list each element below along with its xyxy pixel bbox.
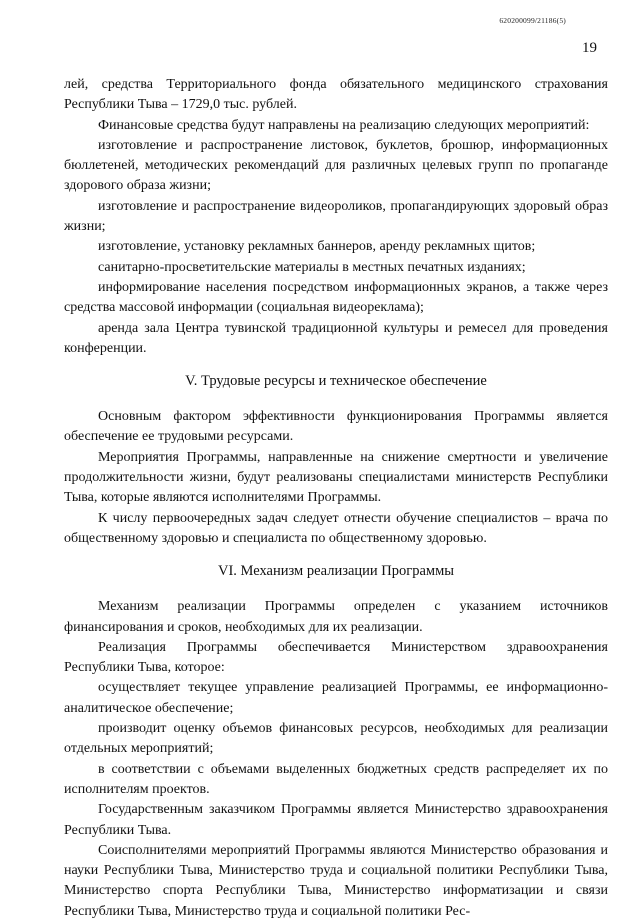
paragraph: Механизм реализации Программы определен с указанием источников финансирования и сроков, необходимых для их реализации. — [64, 599, 608, 635]
list-item: в соответствии с объемами выделенных бюджетных средств распределяет их по исполнителям проектов. — [64, 761, 608, 797]
list-item: санитарно-просветительские материалы в местных печатных изданиях; — [98, 259, 526, 275]
paragraph: Государственным заказчиком Программы является Министерство здравоохранения Республики Тыва. — [64, 802, 608, 838]
list-item: изготовление, установку рекламных баннеров, аренду рекламных щитов; — [98, 239, 536, 255]
list-item: информирование населения посредством информационных экранов, а также через средства массовой информации (социальная видеореклама); — [64, 279, 608, 316]
section-title-v: V. Трудовые ресурсы и техническое обеспечение — [185, 373, 487, 390]
list-item: изготовление и распространение листовок, буклетов, брошюр, информационных бюллетеней, методических рекомендаций для различных целевых групп по пропаганде здорового образа жизни; — [64, 137, 608, 194]
list-item: осуществляет текущее управление реализацией Программы, ее информационно-аналитическое обеспечение; — [64, 680, 608, 716]
paragraph: Основным фактором эффективности функционирования Программы является обеспечение ее трудовыми ресурсами. — [64, 409, 608, 445]
paragraph: К числу первоочередных задач следует отнести обучение специалистов – врача по общественному здоровью и специалиста по общественному здоровью. — [64, 510, 608, 546]
document-id: 620200099/21186(5) — [499, 16, 566, 25]
page-number: 19 — [582, 40, 597, 56]
paragraph: Соисполнителями мероприятий Программы являются Министерство образования и науки Республики Тыва, Министерство труда и социальной политики Республики Тыва, Министерство спорта Республики Тыва, Министерство информатизации и связи Республики Тыва, Министерство труда и социальной политики Рес- — [64, 842, 608, 919]
list-item: изготовление и распространение видеороликов, пропагандирующих здоровый образ жизни; — [64, 198, 608, 235]
section-title-vi: VI. Механизм реализации Программы — [217, 563, 455, 580]
paragraph: Реализация Программы обеспечивается Министерством здравоохранения Республики Тыва, которое: — [64, 639, 608, 676]
document-body — [64, 75, 608, 922]
list-item: аренда зала Центра тувинской традиционной культуры и ремесел для проведения конференции. — [64, 320, 608, 356]
list-item: производит оценку объемов финансовых ресурсов, необходимых для реализации отдельных мероприятий; — [64, 721, 608, 757]
paragraph: Финансовые средства будут направлены на реализацию следующих мероприятий: — [98, 117, 590, 133]
paragraph: Мероприятия Программы, направленные на снижение смертности и увеличение продолжительности жизни, будут реализованы специалистами министерств Республики Тыва, которые являются исполнителями Программы. — [64, 449, 608, 506]
paragraph: лей, средства Территориального фонда обязательного медицинского страхования Республики Тыва – 1729,0 тыс. рублей. — [64, 77, 608, 113]
